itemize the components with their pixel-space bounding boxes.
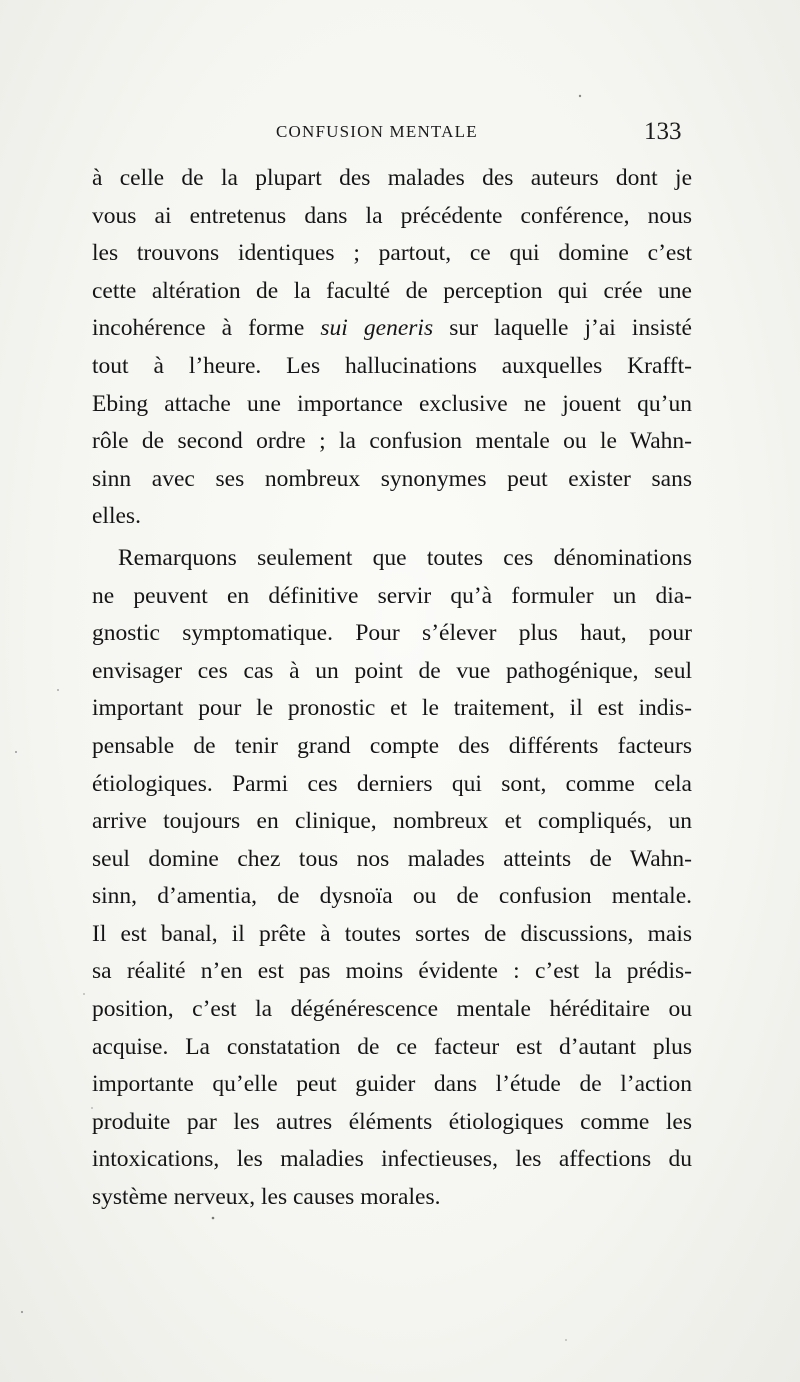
text-line: important pour le pronostic et le traitement, il est indis- [92,695,692,722]
text-segment: incohérence à forme [92,315,321,342]
text-line: étiologiques. Parmi ces derniers qui sont, comme cela [92,770,692,797]
text-line: Ebing attache une importance exclusive ne jouent qu’un [92,390,692,417]
text-line: à celle de la plupart des malades des auteurs dont je [92,165,692,191]
text-line: système nerveux, les causes morales. [92,1184,441,1211]
italic-term: sui generis [320,315,434,342]
paragraph-2 [92,540,692,1217]
text-line: intoxications, les maladies infectieuses, les affections du [92,1146,692,1173]
body-text [92,160,692,1217]
text-line-with-italic [92,310,692,348]
running-head-title: CONFUSION MENTALE [276,122,478,141]
text-line: les trouvons identiques ; partout, ce qui domine c’est [92,240,692,267]
running-head [0,118,800,148]
text-line: seul domine chez tous nos malades atteints de Wahn- [92,845,692,872]
text-line: vous ai entretenus dans la précédente conférence, nous [92,202,692,229]
text-line: rôle de second ordre ; la confusion mentale ou le Wahn- [92,428,692,455]
text-line: tout à l’heure. Les hallucinations auxquelles Krafft- [92,352,692,379]
text-line: acquise. La constatation de ce facteur est d’autant plus [92,1033,692,1060]
text-line: cette altération de la faculté de perception qui crée une [92,277,692,304]
text-line: elles. [92,503,141,530]
text-segment: sur laquelle j’ai insisté [433,315,692,342]
text-line: importante qu’elle peut guider dans l’étude de l’action [92,1071,692,1098]
text-line: arrive toujours en clinique, nombreux et compliqués, un [92,808,692,835]
text-line: pensable de tenir grand compte des différents facteurs [92,732,692,759]
text-line: Il est banal, il prête à toutes sortes de discussions, mais [92,920,692,947]
text-line: produite par les autres éléments étiologiques comme les [92,1108,692,1135]
text-line: Remarquons seulement que toutes ces dénominations [118,544,692,571]
text-line: envisager ces cas à un point de vue pathogénique, seul [92,657,692,684]
text-line: ne peuvent en définitive servir qu’à formuler un dia- [92,582,692,609]
text-line: sinn avec ses nombreux synonymes peut exister sans [92,465,692,492]
text-line: sinn, d’amentia, de dysnoïa ou de confusion mentale. [92,883,692,910]
page-number: 133 [644,118,682,145]
text-line: position, c’est la dégénérescence mentale héréditaire ou [92,996,692,1023]
paragraph-1 [92,160,692,536]
text-line: gnostic symptomatique. Pour s’élever plus haut, pour [92,620,692,647]
text-line: sa réalité n’en est pas moins évidente : c’est la prédis- [92,958,692,985]
